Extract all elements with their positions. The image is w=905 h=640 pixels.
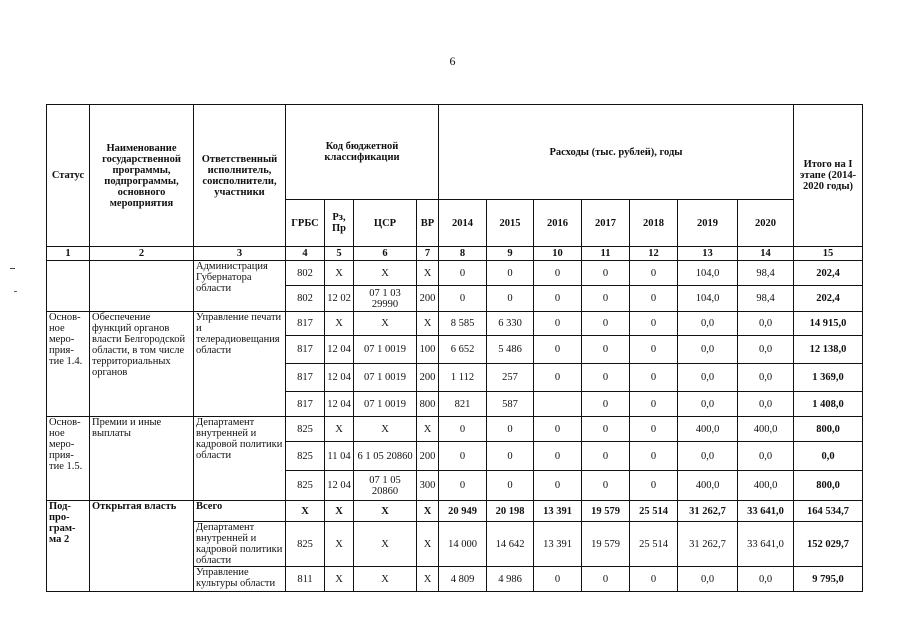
code-cell: 200 <box>417 442 439 471</box>
amount-cell: 14 000 <box>439 522 487 567</box>
column-number: 14 <box>738 247 794 261</box>
code-cell: 825 <box>286 522 325 567</box>
amount-cell: 0 <box>582 471 630 501</box>
header-year: 2016 <box>534 200 582 247</box>
header-rzpr: Рз, Пр <box>325 200 354 247</box>
code-cell: 12 04 <box>325 392 354 417</box>
code-cell: Х <box>417 501 439 522</box>
code-cell: Х <box>354 501 417 522</box>
column-number: 12 <box>630 247 678 261</box>
column-number: 9 <box>487 247 534 261</box>
amount-cell: 0 <box>582 392 630 417</box>
code-cell: 200 <box>417 286 439 312</box>
amount-cell: 0 <box>630 312 678 336</box>
total-cell: 202,4 <box>794 261 863 286</box>
header-total: Итого на I этапе (2014-2020 годы) <box>794 105 863 247</box>
code-cell: Х <box>354 312 417 336</box>
amount-cell: 400,0 <box>738 471 794 501</box>
amount-cell: 0 <box>630 567 678 592</box>
code-cell: 825 <box>286 471 325 501</box>
amount-cell: 0,0 <box>678 442 738 471</box>
amount-cell: 0 <box>630 364 678 392</box>
code-cell: 817 <box>286 392 325 417</box>
code-cell: Х <box>325 522 354 567</box>
amount-cell: 104,0 <box>678 261 738 286</box>
amount-cell: 0 <box>439 442 487 471</box>
amount-cell: 0 <box>534 471 582 501</box>
amount-cell: 19 579 <box>582 522 630 567</box>
column-number: 15 <box>794 247 863 261</box>
code-cell: Х <box>325 501 354 522</box>
code-cell: 07 1 03 29990 <box>354 286 417 312</box>
code-cell: 802 <box>286 261 325 286</box>
status-cell: Под-про-грам-ма 2 <box>47 501 90 592</box>
code-cell: Х <box>325 417 354 442</box>
amount-cell: 4 986 <box>487 567 534 592</box>
amount-cell: 0,0 <box>678 392 738 417</box>
amount-cell: 33 641,0 <box>738 501 794 522</box>
margin-mark <box>14 291 17 292</box>
total-cell: 800,0 <box>794 417 863 442</box>
amount-cell: 0 <box>582 286 630 312</box>
amount-cell: 25 514 <box>630 522 678 567</box>
amount-cell: 400,0 <box>678 417 738 442</box>
code-cell: Х <box>354 567 417 592</box>
header-year: 2020 <box>738 200 794 247</box>
amount-cell: 400,0 <box>738 417 794 442</box>
executor-cell: Департамент внутренней и кадровой политики области <box>194 522 286 567</box>
amount-cell: 8 585 <box>439 312 487 336</box>
code-cell: 817 <box>286 336 325 364</box>
amount-cell: 0 <box>582 417 630 442</box>
code-cell: 07 1 0019 <box>354 336 417 364</box>
amount-cell: 6 652 <box>439 336 487 364</box>
code-cell: Х <box>417 522 439 567</box>
amount-cell: 5 486 <box>487 336 534 364</box>
column-number: 1 <box>47 247 90 261</box>
code-cell: 12 04 <box>325 471 354 501</box>
amount-cell: 400,0 <box>678 471 738 501</box>
amount-cell: 257 <box>487 364 534 392</box>
amount-cell: 0,0 <box>738 442 794 471</box>
header-year: 2014 <box>439 200 487 247</box>
table-row <box>47 417 863 442</box>
code-cell: Х <box>325 261 354 286</box>
amount-cell: 0 <box>582 442 630 471</box>
code-cell: Х <box>417 261 439 286</box>
column-number: 13 <box>678 247 738 261</box>
code-cell: Х <box>325 312 354 336</box>
page-number: 6 <box>449 54 456 68</box>
amount-cell: 0 <box>534 364 582 392</box>
table-row <box>47 501 863 522</box>
amount-cell: 0 <box>630 336 678 364</box>
amount-cell: 6 330 <box>487 312 534 336</box>
amount-cell: 0,0 <box>738 567 794 592</box>
total-cell: 164 534,7 <box>794 501 863 522</box>
amount-cell: 0 <box>534 567 582 592</box>
code-cell: 817 <box>286 312 325 336</box>
amount-cell: 104,0 <box>678 286 738 312</box>
header-year: 2015 <box>487 200 534 247</box>
code-cell: 07 1 0019 <box>354 392 417 417</box>
column-number: 7 <box>417 247 439 261</box>
amount-cell: 0 <box>487 471 534 501</box>
code-cell: 817 <box>286 364 325 392</box>
amount-cell: 821 <box>439 392 487 417</box>
amount-cell: 13 391 <box>534 501 582 522</box>
amount-cell <box>534 392 582 417</box>
header-name: Наименование государственной программы, подпрограммы, основного мероприятия <box>90 105 194 247</box>
column-number: 11 <box>582 247 630 261</box>
code-cell: 12 04 <box>325 336 354 364</box>
amount-cell: 0 <box>582 336 630 364</box>
amount-cell: 31 262,7 <box>678 522 738 567</box>
column-number: 3 <box>194 247 286 261</box>
amount-cell: 33 641,0 <box>738 522 794 567</box>
amount-cell: 0,0 <box>738 364 794 392</box>
total-cell: 1 408,0 <box>794 392 863 417</box>
amount-cell: 0,0 <box>678 567 738 592</box>
column-number: 10 <box>534 247 582 261</box>
column-number: 8 <box>439 247 487 261</box>
header-year: 2018 <box>630 200 678 247</box>
program-name-cell: Премии и иные выплаты <box>90 417 194 501</box>
amount-cell: 0 <box>439 417 487 442</box>
code-cell: 800 <box>417 392 439 417</box>
status-cell <box>47 261 90 312</box>
amount-cell: 1 112 <box>439 364 487 392</box>
code-cell: 825 <box>286 417 325 442</box>
amount-cell: 0 <box>534 417 582 442</box>
code-cell: 07 1 05 20860 <box>354 471 417 501</box>
header-status: Статус <box>47 105 90 247</box>
amount-cell: 587 <box>487 392 534 417</box>
column-number: 5 <box>325 247 354 261</box>
amount-cell: 31 262,7 <box>678 501 738 522</box>
amount-cell: 0,0 <box>738 392 794 417</box>
executor-cell: Всего <box>194 501 286 522</box>
code-cell: Х <box>286 501 325 522</box>
amount-cell: 0 <box>439 471 487 501</box>
code-cell: 802 <box>286 286 325 312</box>
code-cell: Х <box>354 522 417 567</box>
amount-cell: 20 198 <box>487 501 534 522</box>
amount-cell: 0 <box>630 442 678 471</box>
program-name-cell <box>90 261 194 312</box>
amount-cell: 0 <box>534 442 582 471</box>
total-cell: 800,0 <box>794 471 863 501</box>
amount-cell: 0,0 <box>678 364 738 392</box>
code-cell: 12 02 <box>325 286 354 312</box>
amount-cell: 0 <box>534 336 582 364</box>
total-cell: 1 369,0 <box>794 364 863 392</box>
amount-cell: 0 <box>630 392 678 417</box>
table-row <box>47 261 863 286</box>
code-cell: 12 04 <box>325 364 354 392</box>
amount-cell: 0 <box>487 261 534 286</box>
amount-cell: 0 <box>582 364 630 392</box>
code-cell: Х <box>417 312 439 336</box>
status-cell: Основ-ное меро-прия-тие 1.4. <box>47 312 90 417</box>
header-year: 2019 <box>678 200 738 247</box>
margin-mark <box>10 268 15 269</box>
amount-cell: 0 <box>630 261 678 286</box>
header-executor: Ответственный исполнитель, соисполнители, участники <box>194 105 286 247</box>
amount-cell: 0,0 <box>678 312 738 336</box>
amount-cell: 0,0 <box>738 312 794 336</box>
total-cell: 12 138,0 <box>794 336 863 364</box>
header-budget-code: Код бюджетной классификации <box>286 105 439 200</box>
amount-cell: 0 <box>630 471 678 501</box>
status-cell: Основ-ное меро-прия-тие 1.5. <box>47 417 90 501</box>
amount-cell: 0 <box>487 442 534 471</box>
amount-cell: 13 391 <box>534 522 582 567</box>
table-row <box>47 312 863 336</box>
executor-cell: Управление печати и телерадиовещания области <box>194 312 286 417</box>
column-numbers-row <box>47 247 863 261</box>
amount-cell: 0,0 <box>738 336 794 364</box>
amount-cell: 0 <box>487 417 534 442</box>
program-name-cell: Открытая власть <box>90 501 194 592</box>
header-vr: ВР <box>417 200 439 247</box>
total-cell: 9 795,0 <box>794 567 863 592</box>
code-cell: 07 1 0019 <box>354 364 417 392</box>
amount-cell: 0 <box>582 261 630 286</box>
total-cell: 14 915,0 <box>794 312 863 336</box>
amount-cell: 25 514 <box>630 501 678 522</box>
amount-cell: 0 <box>534 286 582 312</box>
code-cell: Х <box>417 567 439 592</box>
amount-cell: 98,4 <box>738 261 794 286</box>
code-cell: 200 <box>417 364 439 392</box>
header-grbs: ГРБС <box>286 200 325 247</box>
budget-table <box>46 104 863 592</box>
header-csr: ЦСР <box>354 200 417 247</box>
amount-cell: 0 <box>534 261 582 286</box>
code-cell: 100 <box>417 336 439 364</box>
code-cell: 11 04 <box>325 442 354 471</box>
amount-cell: 98,4 <box>738 286 794 312</box>
code-cell: Х <box>354 261 417 286</box>
amount-cell: 0 <box>582 567 630 592</box>
amount-cell: 14 642 <box>487 522 534 567</box>
column-number: 2 <box>90 247 194 261</box>
code-cell: 300 <box>417 471 439 501</box>
code-cell: Х <box>325 567 354 592</box>
executor-cell: Управление культуры области <box>194 567 286 592</box>
amount-cell: 19 579 <box>582 501 630 522</box>
amount-cell: 0 <box>534 312 582 336</box>
executor-cell: Департамент внутренней и кадровой политики области <box>194 417 286 501</box>
amount-cell: 0 <box>487 286 534 312</box>
amount-cell: 0,0 <box>678 336 738 364</box>
column-number: 6 <box>354 247 417 261</box>
total-cell: 202,4 <box>794 286 863 312</box>
amount-cell: 20 949 <box>439 501 487 522</box>
amount-cell: 0 <box>439 261 487 286</box>
executor-cell: Администрация Губернатора области <box>194 261 286 312</box>
amount-cell: 0 <box>630 286 678 312</box>
code-cell: 6 1 05 20860 <box>354 442 417 471</box>
header-year: 2017 <box>582 200 630 247</box>
program-name-cell: Обеспечение функций органов власти Белгородской области, в том числе территориальных органов <box>90 312 194 417</box>
amount-cell: 0 <box>582 312 630 336</box>
header-expenses: Расходы (тыс. рублей), годы <box>439 105 794 200</box>
code-cell: 811 <box>286 567 325 592</box>
code-cell: 825 <box>286 442 325 471</box>
total-cell: 0,0 <box>794 442 863 471</box>
column-number: 4 <box>286 247 325 261</box>
table-body <box>47 247 863 592</box>
amount-cell: 0 <box>439 286 487 312</box>
total-cell: 152 029,7 <box>794 522 863 567</box>
amount-cell: 0 <box>630 417 678 442</box>
code-cell: Х <box>417 417 439 442</box>
amount-cell: 4 809 <box>439 567 487 592</box>
code-cell: Х <box>354 417 417 442</box>
